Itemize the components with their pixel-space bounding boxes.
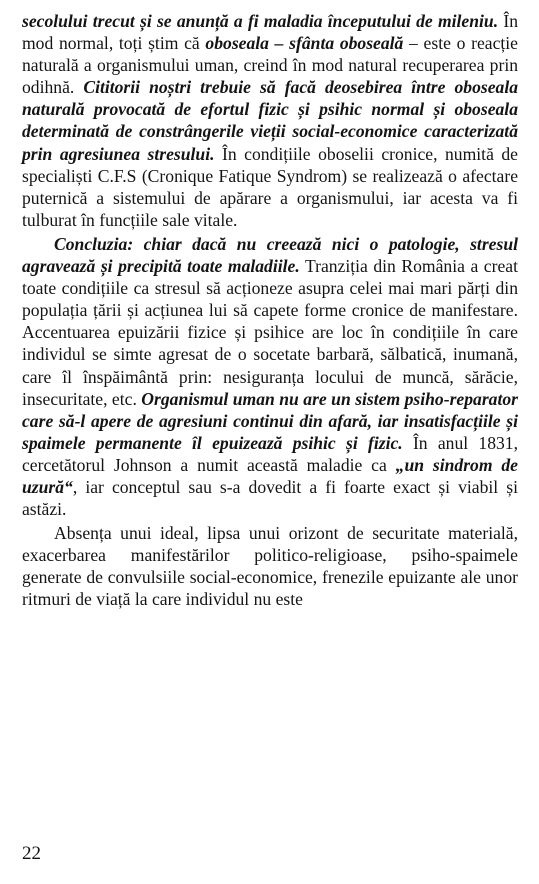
paragraph-2 <box>22 233 518 520</box>
emphasis-text: Cititorii noștri trebuie să facă deosebirea între oboseala naturală provocată de efortul fizic și psihic normal și oboseala determinată de constrângerile vieții social-economice caracterizată prin agresiunea stresului. <box>22 77 519 164</box>
emphasis-text: Organismul uman nu are un sistem psiho-reparator care să-l apere de agresiuni continui din afară, iar insatisfacțiile și spaimele permanente îl epuizează psihic și fizic. <box>22 388 519 453</box>
paragraph-1 <box>22 10 518 231</box>
body-run: În mod normal, toți știm că <box>22 11 518 54</box>
body-run: – este o reacție naturală a organismului uman, creind în mod natural recuperarea prin odihnă. <box>22 33 518 98</box>
body-run: Absența unui ideal, lipsa unui orizont de securitate materială, exacerbarea manifestărilor politico-religioase, psiho-spaimele generate de convulsiile social-economice, frenezile epuizante ale unor ritmuri de viață la care individul nu este <box>22 523 518 610</box>
body-run: , iar conceptul sau s-a dovedit a fi foarte exact și viabil și astăzi. <box>22 476 518 520</box>
emphasis-text: secolului trecut și se anunță a fi maladia începutului de mileniu. <box>22 11 499 31</box>
body-run: În anul 1831, cercetătorul Johnson a numit această maladie ca <box>22 432 518 475</box>
conclusion-text: Concluzia: chiar dacă nu creează nici o patologie, stresul agravează și precipită toate maladiile. <box>22 233 518 277</box>
quoted-term: „un sindrom de uzură“ <box>22 454 518 497</box>
paragraph-3 <box>22 522 518 610</box>
body-run: Tranziția din România a creat toate condițiile ca stresul să acționeze asupra celei mai mari părți din populația țării și acțiunea lui să capete forme cronice de manifestare. Accentuarea epuizării fizice și psihice are loc în condițiile în care individul se simte agresat de o socetate barbară, sălbatică, inumană, care îl înspăimântă prin: nesiguranța locului de muncă, sărăcie, insecuritate, etc. <box>22 256 518 409</box>
emphasis-text: oboseala – sfânta oboseală <box>205 33 404 54</box>
page-number: 22 <box>22 843 41 864</box>
body-text <box>22 10 518 611</box>
body-run: În condițiile oboselii cronice, numită de specialiști C.F.S (Cronique Fatique Syndrom) se realizează o afectare puternică a sistemului de apărare a organismului, iar acesta va fi tulburat în funcțiile sale vitale. <box>22 143 518 230</box>
